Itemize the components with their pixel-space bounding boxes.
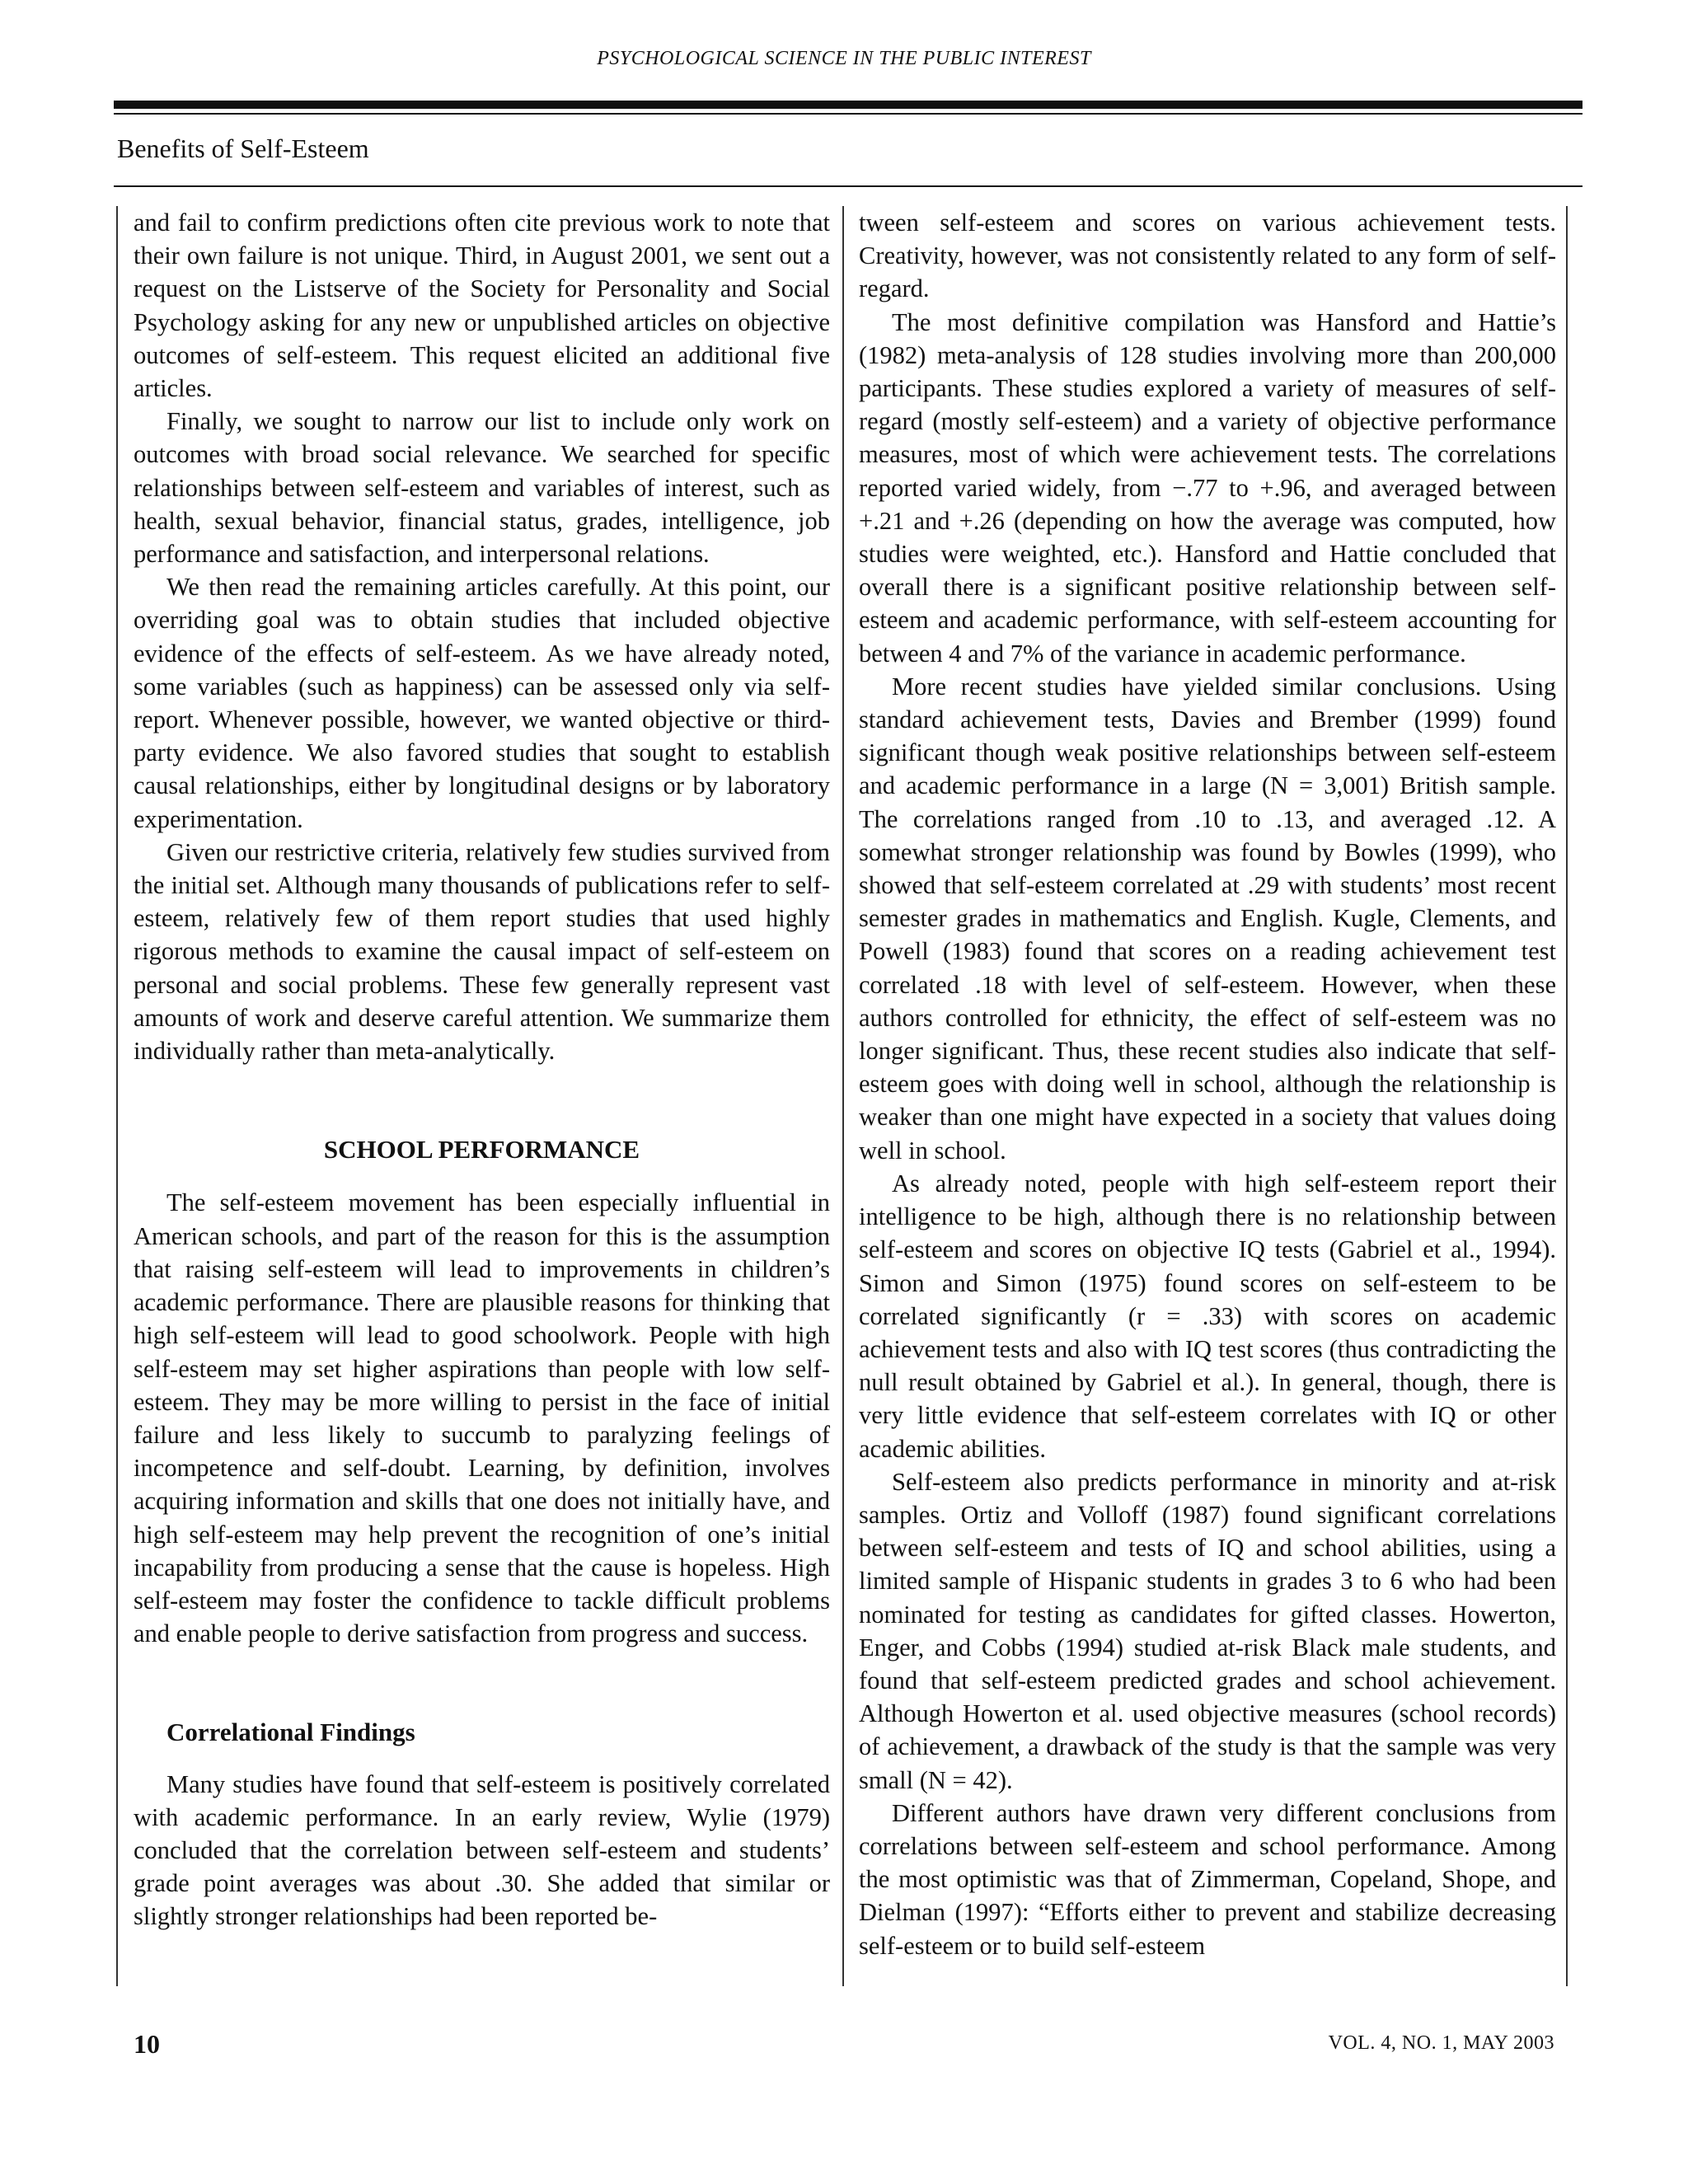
paragraph: The most definitive compilation was Hansford and Hattie’s (1982) meta-analysis of 128 studies involving more than 200,000 participants. These studies explored a variety of measures of self-regard (mostly self-esteem) and a variety of objective performance measures, most of which were achievement tests. The correlations reported varied widely, from −.77 to +.96, and averaged between +.21 and +.26 (depending on how the average was computed, how studies were weighted, etc.). Hansford and Hattie concluded that overall there is a significant positive relationship between self-esteem and academic performance, with self-esteem accounting for between 4 and 7% of the variance in academic performance. <box>859 307 1556 668</box>
page-number: 10 <box>134 2029 160 2059</box>
journal-title: PSYCHOLOGICAL SCIENCE IN THE PUBLIC INTEREST <box>597 48 1091 69</box>
right-column-rule <box>1566 206 1568 1986</box>
paragraph: We then read the remaining articles carefully. At this point, our overriding goal was to obtain studies that included objective evidence of the effects of self-esteem. As we have already noted, some variables (such as happiness) can be assessed only via self-report. Whenever possible, however, we wanted objective or third-party evidence. We also favored studies that sought to establish causal relationships, either by longitudinal designs or by laboratory experimentation. <box>134 573 830 833</box>
header-rule-thick <box>114 101 1582 109</box>
paragraph: Given our restrictive criteria, relatively few studies survived from the initial set. Although many thousands of publications refer to self-esteem, relatively few of them report studies that used highly rigorous methods to examine the causal impact of self-esteem on personal and social problems. These few generally represent vast amounts of work and deserve careful attention. We summarize them individually rather than meta-analytically. <box>134 837 830 1066</box>
running-head-rule <box>114 185 1582 187</box>
header-rule-thin <box>114 113 1582 115</box>
subsection-heading: Correlational Findings <box>166 1718 415 1747</box>
paragraph: Self-esteem also predicts performance in minority and at-risk samples. Ortiz and Volloff (1987) found significant correlations between self-esteem and tests of IQ and school abilities, using a limited sample of Hispanic students in grades 3 to 6 who had been nominated for testing as candidates for gifted classes. Howerton, Enger, and Cobbs (1994) studied at-risk Black male students, and found that self-esteem predicted grades and school achievement. Although Howerton et al. used objective measures (school records) of achievement, a drawback of the study is that the sample was very small (N = 42). <box>859 1467 1556 1794</box>
paragraph: and fail to confirm predictions often cite previous work to note that their own failure is not unique. Third, in August 2001, we sent out a request on the Listserve of the Society for Personality and Social Psychology asking for any new or unpublished articles on objective outcomes of self-esteem. This request elicited an additional five articles. <box>134 209 830 403</box>
running-head: Benefits of Self-Esteem <box>117 134 369 163</box>
paragraph: Many studies have found that self-esteem is positively correlated with academic performance. In an early review, Wylie (1979) concluded that the correlation between self-esteem and students’ grade point averages was about .30. She added that similar or slightly stronger relationships had been reported be- <box>134 1769 830 1931</box>
volume-info: VOL. 4, NO. 1, MAY 2003 <box>1328 2032 1554 2054</box>
paragraph: More recent studies have yielded similar conclusions. Using standard achievement tests, Davies and Brember (1999) found significant though weak positive relationships between self-esteem and academic performance in a large (N = 3,001) British sample. The correlations ranged from .10 to .13, and averaged .12. A somewhat stronger relationship was found by Bowles (1999), who showed that self-esteem correlated at .29 with students’ most recent semester grades in mathematics and English. Kugle, Clements, and Powell (1983) found that scores on a reading achievement test correlated .18 with level of self-esteem. However, when these authors controlled for ethnicity, the effect of self-esteem was no longer significant. Thus, these recent studies also indicate that self-esteem goes with doing well in school, although the relationship is weaker than one might have expected in a society that values doing well in school. <box>859 672 1556 1165</box>
paragraph: The self-esteem movement has been especially influential in American schools, and part of the reason for this is the assumption that raising self-esteem will lead to improvements in children’s academic performance. There are plausible reasons for thinking that high self-esteem will lead to good schoolwork. People with high self-esteem may set higher aspirations than people with low self-esteem. They may be more willing to persist in the face of initial failure and less likely to succumb to paralyzing feelings of incompetence and self-doubt. Learning, by definition, involves acquiring information and skills that one does not initially have, and high self-esteem may help prevent the recognition of one’s initial incapability from producing a sense that the cause is hopeless. High self-esteem may foster the confidence to tackle difficult problems and enable people to derive satisfaction from progress and success. <box>134 1188 830 1648</box>
section-heading: SCHOOL PERFORMANCE <box>323 1135 640 1165</box>
left-column-rule <box>116 206 118 1986</box>
column-divider <box>842 206 844 1986</box>
left-column <box>134 206 830 1933</box>
paragraph: Different authors have drawn very different conclusions from correlations between self-esteem and school performance. Among the most optimistic was that of Zimmerman, Copeland, Shope, and Dielman (1997): “Efforts either to prevent and stabilize decreasing self-esteem or to build self-esteem <box>859 1798 1556 1960</box>
right-column <box>859 206 1556 1962</box>
paragraph: tween self-esteem and scores on various achievement tests. Creativity, however, was not consistently related to any form of self-regard. <box>859 209 1556 303</box>
paragraph: Finally, we sought to narrow our list to include only work on outcomes with broad social relevance. We searched for specific relationships between self-esteem and variables of interest, such as health, sexual behavior, financial status, grades, intelligence, job performance and satisfaction, and interpersonal relations. <box>134 407 830 569</box>
paragraph: As already noted, people with high self-esteem report their intelligence to be high, although there is no relationship between self-esteem and scores on objective IQ tests (Gabriel et al., 1994). Simon and Simon (1975) found scores on self-esteem to be correlated significantly (r = .33) with scores on academic achievement tests and also with IQ test scores (thus contradicting the null result obtained by Gabriel et al.). In general, though, there is very little evidence that self-esteem correlates with IQ or other academic abilities. <box>859 1169 1556 1463</box>
